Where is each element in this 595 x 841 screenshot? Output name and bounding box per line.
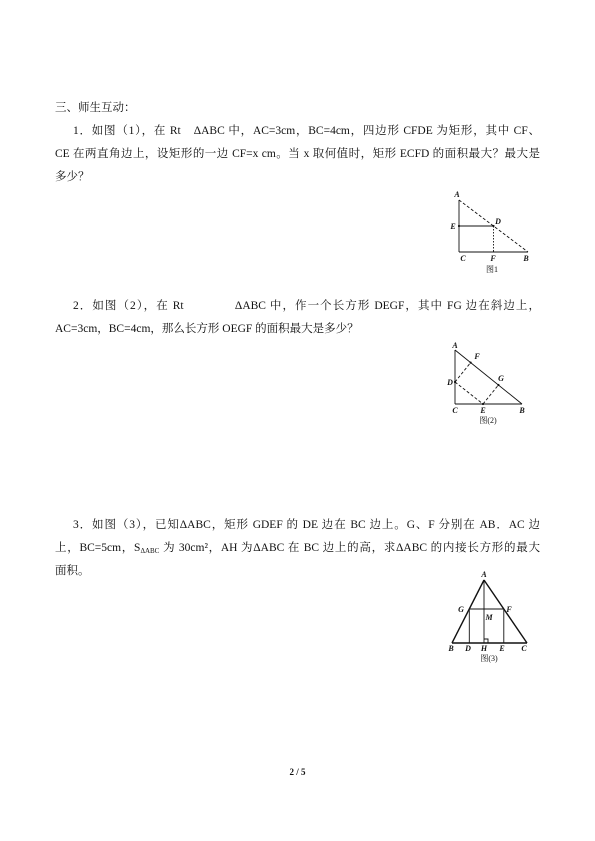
- figure-3-label-c: C: [521, 644, 527, 653]
- figure-2-label-c: C: [452, 406, 458, 415]
- figure-3-label-f: F: [506, 605, 512, 614]
- figure-1-caption: 图1: [486, 265, 498, 274]
- figure-2-point-g: [497, 384, 499, 386]
- figure-3-label-a: A: [481, 570, 487, 579]
- figure-2-caption: 图(2): [479, 416, 497, 425]
- figure-2-point-f: [470, 362, 472, 364]
- problem-1: [55, 120, 540, 189]
- figure-3-caption: 图(3): [480, 654, 498, 663]
- figure-2-label-f: F: [474, 352, 480, 361]
- problem-1-line-2: CE 在两直角边上，设矩形的一边 CF=x cm。当 x 取何值时，矩形 ECFD 的面积最大？最大是: [55, 148, 540, 160]
- figure-2-label-e: E: [480, 406, 486, 415]
- page-number: 2 / 5: [289, 767, 306, 777]
- problem-3-line-1: 3．如图（3），已知ΔABC，矩形 GDEF 的 DE 边在 BC 边上。G、F 分别在 AB．AC 边: [73, 519, 540, 531]
- problem-2-line-2: AC=3cm，BC=4cm，那么长方形 OEGF 的面积最大是多少？: [55, 323, 359, 335]
- area-subscript: ΔABC: [140, 547, 160, 555]
- figure-2: [440, 340, 540, 428]
- figure-3-label-b: B: [448, 644, 454, 653]
- figure-3: [440, 570, 540, 664]
- figure-3-label-m: M: [485, 613, 493, 622]
- figure-2-rect-side-de: [455, 382, 483, 404]
- figure-3-label-e: E: [499, 644, 505, 653]
- problem-2-line-1: 2．如图（2），在 Rt ΔABC 中，作一个长方形 DEGF，其中 FG 边在斜边上，: [73, 300, 540, 312]
- figure-1-label-f: F: [490, 254, 496, 263]
- section-heading: 三、师生互动：: [55, 102, 136, 114]
- figure-2-point-d: [454, 381, 456, 383]
- figure-2-label-a: A: [452, 341, 458, 350]
- problem-3-line-3: 面积。: [55, 565, 90, 577]
- figure-2-label-g: G: [498, 374, 504, 383]
- figure-2-label-d: D: [447, 378, 453, 387]
- problem-3-line-2-text-before: 上，BC=5cm，: [55, 542, 135, 554]
- figure-2-point-e: [482, 403, 484, 405]
- area-symbol: S: [134, 542, 141, 554]
- figure-1-label-d: D: [495, 217, 501, 226]
- problem-1-line-1: 1．如图（1），在 Rt ΔABC 中，AC=3cm，BC=4cm，四边形 CFDE 为矩形，其中 CF、: [73, 125, 540, 137]
- problem-1-line-3: 多少？: [55, 171, 90, 183]
- problem-3-line-2: [55, 537, 540, 560]
- figure-1-label-c: C: [460, 254, 466, 263]
- problem-3-line-2-text-after: 为 30cm²，AH 为ΔABC 在 BC 边上的高，求ΔABC 的内接长方形的最大: [162, 542, 540, 554]
- figure-2-hypotenuse-ab: [455, 350, 522, 404]
- problem-2: [55, 295, 540, 341]
- figure-2-rect-side-df: [455, 363, 471, 382]
- figure-3-label-h: H: [480, 644, 488, 653]
- figure-1-label-e: E: [450, 222, 456, 231]
- figure-1-label-b: B: [523, 254, 529, 263]
- figure-3-label-d: D: [465, 644, 471, 653]
- figure-2-label-b: B: [519, 406, 525, 415]
- figure-1-label-a: A: [454, 190, 460, 199]
- figure-1: [440, 188, 540, 280]
- figure-1-point-e: [458, 225, 460, 227]
- figure-3-side-ab: [452, 580, 484, 643]
- figure-2-rect-side-eg: [483, 385, 498, 404]
- figure-3-label-g: G: [458, 605, 464, 614]
